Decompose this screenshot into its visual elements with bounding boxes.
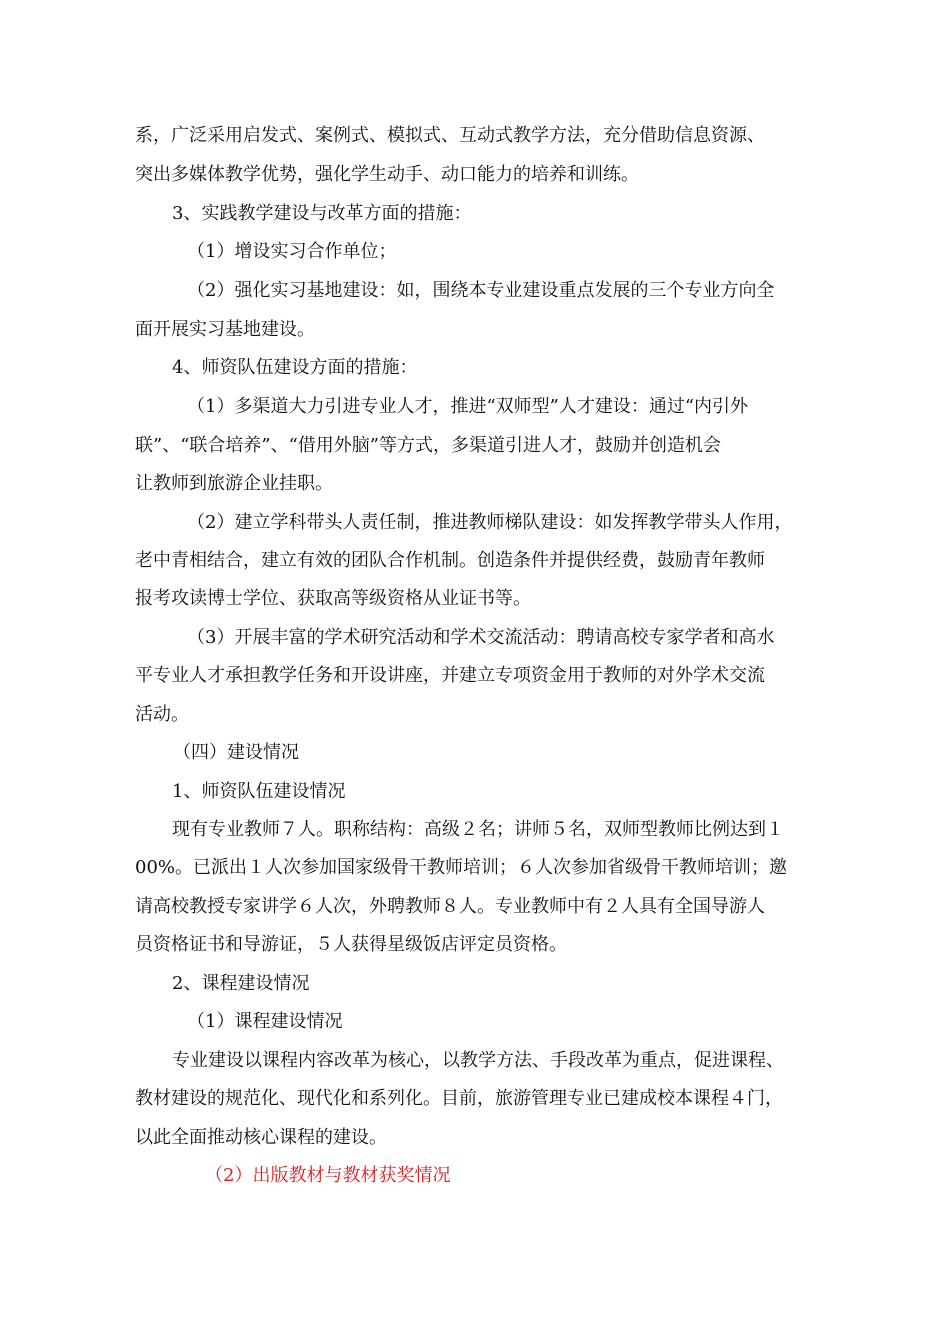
body-text-line: 活动。 [135,704,189,725]
body-text-line: 报考攻读博士学位、获取高等级资格从业证书等。 [135,588,531,609]
body-text-line: 让教师到旅游企业挂职。 [135,473,333,494]
list-item: （2）强化实习基地建设：如，围绕本专业建设重点发展的三个专业方向全 [187,280,775,301]
body-text-line: 请高校教授专家讲学６人次，外聘教师８人。专业教师中有２人具有全国导游人 [135,896,765,917]
subsection-heading: （1）课程建设情况 [187,1011,343,1032]
body-text-line: 系，广泛采用启发式、案例式、模拟式、互动式教学方法，充分借助信息资源、 [135,125,765,146]
body-text-line: 联”、“联合培养”、“借用外脑”等方式，多渠道引进人才，鼓励并创造机会 [135,435,722,456]
list-item: （2）建立学科带头人责任制，推进教师梯队建设：如发挥教学带头人作用， [187,512,793,533]
section-heading: （四）建设情况 [173,742,299,763]
body-text-line: 现有专业教师７人。职称结构：高级２名；讲师５名，双师型教师比例达到１ [172,819,784,840]
highlighted-subsection-heading: （2）出版教材与教材获奖情况 [205,1165,451,1186]
body-text-line: 教材建设的规范化、现代化和系列化。目前，旅游管理专业已建成校本课程４门， [135,1088,783,1109]
body-text-line: 以此全面推动核心课程的建设。 [135,1127,387,1148]
body-text-line: 面开展实习基地建设。 [135,319,315,340]
section-heading: 3、实践教学建设与改革方面的措施： [172,203,472,224]
list-item: （3）开展丰富的学术研究活动和学术交流活动：聘请高校专家学者和高水 [187,627,775,648]
body-text-line: 00%。已派出１人次参加国家级骨干教师培训；６人次参加省级骨干教师培训；邀 [135,857,788,878]
body-text-line: 专业建设以课程内容改革为核心，以教学方法、手段改革为重点，促进课程、 [172,1050,784,1071]
body-text-line: 平专业人才承担教学任务和开设讲座，并建立专项资金用于教师的对外学术交流 [135,665,765,686]
body-text-line: 员资格证书和导游证，５人获得星级饭店评定员资格。 [135,934,567,955]
section-heading: 4、师资队伍建设方面的措施： [172,357,418,378]
section-heading: 1、师资队伍建设情况 [172,781,346,802]
list-item: （1）多渠道大力引进专业人才，推进“双师型”人才建设：通过“内引外 [187,396,749,417]
body-text-line: 突出多媒体教学优势，强化学生动手、动口能力的培养和训练。 [135,164,639,185]
section-heading: 2、课程建设情况 [172,973,310,994]
body-text-line: 老中青相结合，建立有效的团队合作机制。创造条件并提供经费，鼓励青年教师 [135,550,765,571]
list-item: （1）增设实习合作单位； [187,241,397,262]
